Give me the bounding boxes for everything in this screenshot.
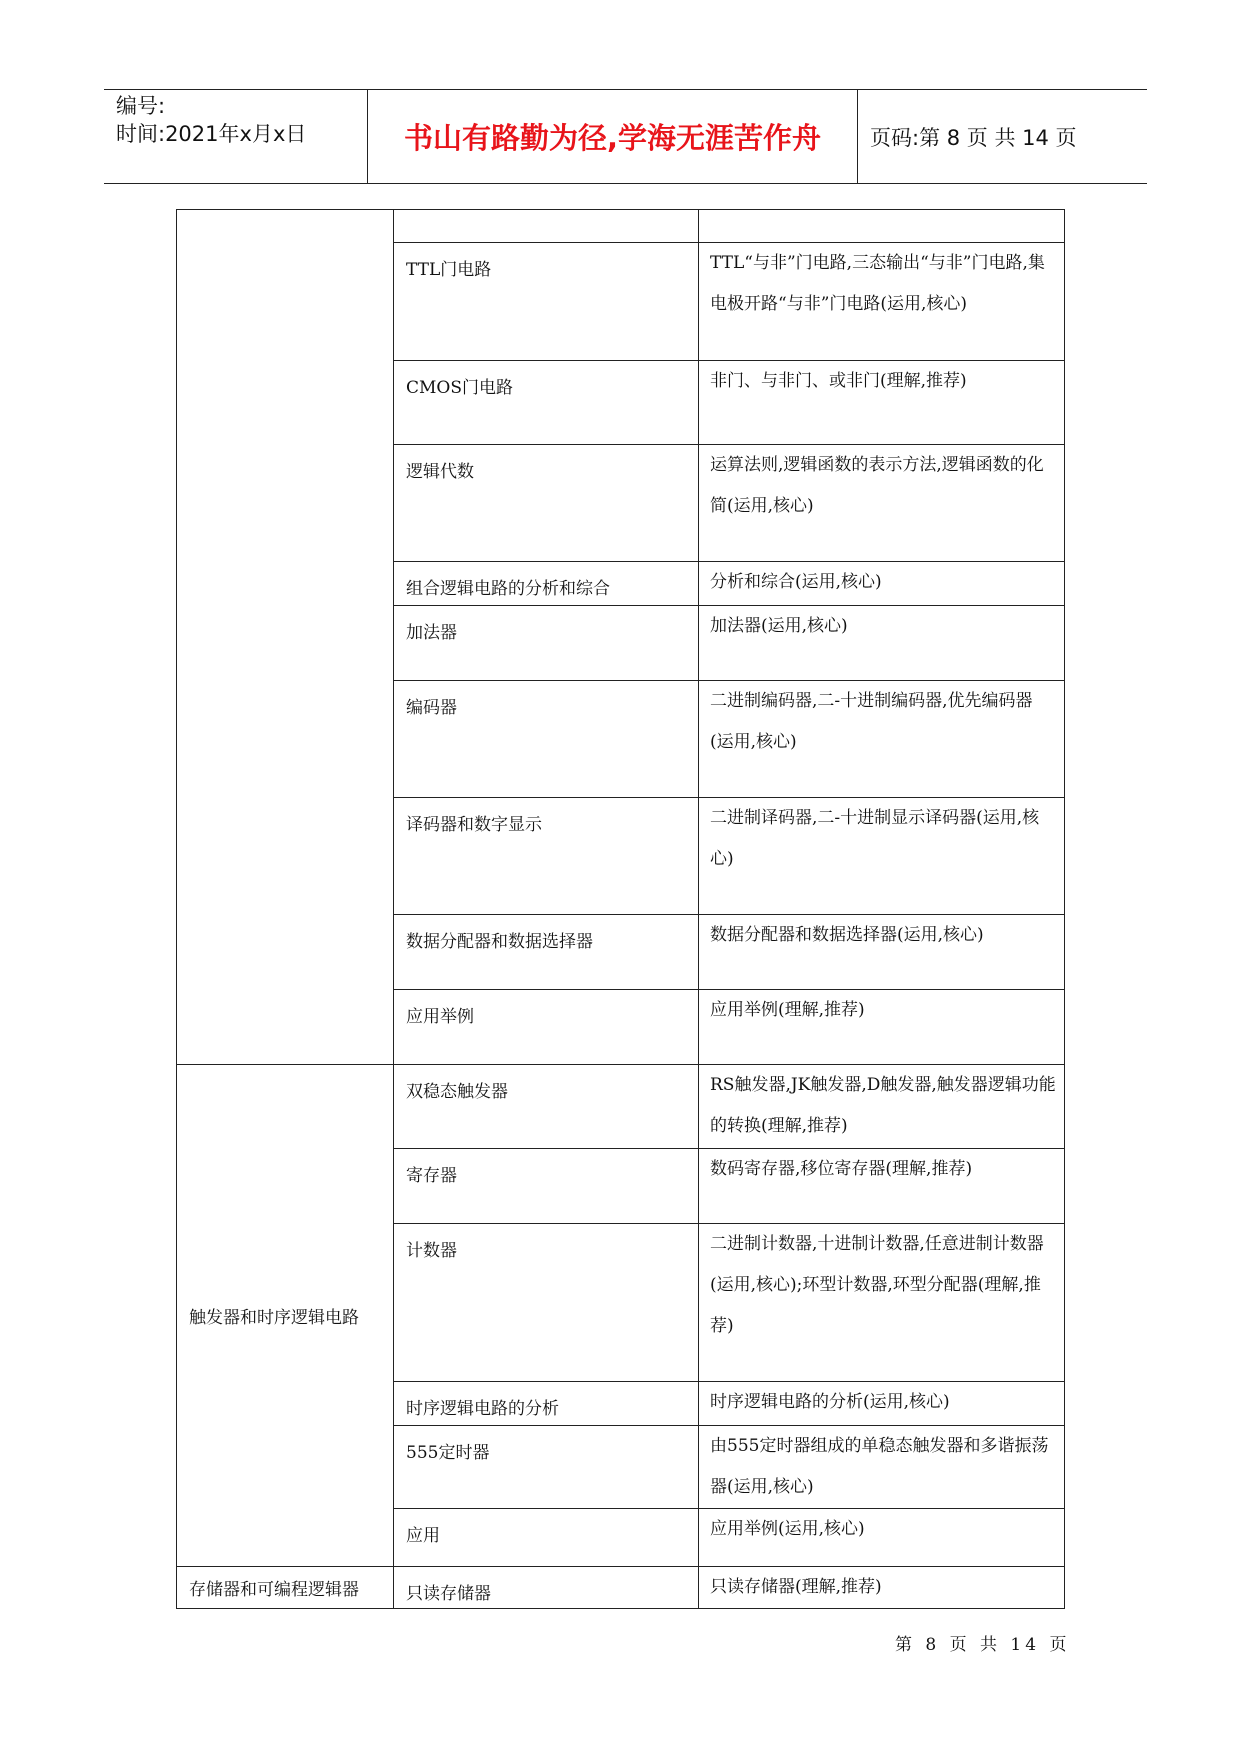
requirement-text: 非门、与非门、或非门(理解,推荐) — [710, 371, 967, 391]
requirement-text: 只读存储器(理解,推荐) — [710, 1577, 882, 1597]
chapter-cell: 触发器和时序逻辑电路 — [177, 1065, 394, 1567]
requirement-text: 时序逻辑电路的分析(运用,核心) — [710, 1392, 950, 1412]
requirement-text: 分析和综合(运用,核心) — [710, 572, 882, 592]
requirement-cell — [699, 681, 1065, 798]
chapter-cell: 存储器和可编程逻辑器 — [177, 1567, 394, 1609]
page-footer: 第 8 页 共 14 页 — [895, 1635, 1071, 1655]
topic-cell — [394, 210, 699, 243]
requirement-text: TTL“与非”门电路,三态输出“与非”门电路,集电极开路“与非”门电路(运用,核心) — [710, 253, 1045, 314]
requirement-cell — [699, 915, 1065, 990]
requirement-cell — [699, 445, 1065, 562]
chapter-cell — [177, 210, 394, 1065]
topic-cell: 逻辑代数 — [394, 445, 699, 562]
topic-cell: 555定时器 — [394, 1426, 699, 1509]
topic-cell: TTL门电路 — [394, 243, 699, 361]
topic-cell: 加法器 — [394, 606, 699, 681]
header-motto: 书山有路勤为径,学海无涯苦作舟 — [368, 90, 858, 183]
requirement-text: 应用举例(运用,核心) — [710, 1519, 865, 1539]
syllabus-table — [176, 209, 1065, 1609]
header-meta — [104, 90, 368, 183]
requirement-cell — [699, 1509, 1065, 1567]
requirement-text: RS触发器,JK触发器,D触发器,触发器逻辑功能的转换(理解,推荐) — [710, 1075, 1056, 1136]
topic-cell: 只读存储器 — [394, 1567, 699, 1609]
requirement-cell — [699, 1382, 1065, 1426]
topic-cell: 数据分配器和数据选择器 — [394, 915, 699, 990]
topic-cell: 应用举例 — [394, 990, 699, 1065]
requirement-cell — [699, 798, 1065, 915]
topic-cell: 时序逻辑电路的分析 — [394, 1382, 699, 1426]
header-page-code: 页码:第 8 页 共 14 页 — [870, 125, 1077, 150]
doc-number-label: 编号: — [116, 94, 166, 118]
syllabus-table-body — [177, 210, 1065, 1609]
topic-cell: CMOS门电路 — [394, 361, 699, 445]
requirement-text: 运算法则,逻辑函数的表示方法,逻辑函数的化简(运用,核心) — [710, 455, 1044, 516]
table-row — [177, 1567, 1065, 1609]
topic-cell: 双稳态触发器 — [394, 1065, 699, 1149]
requirement-text: 二进制译码器,二-十进制显示译码器(运用,核心) — [710, 808, 1040, 869]
topic-cell: 译码器和数字显示 — [394, 798, 699, 915]
requirement-cell — [699, 1426, 1065, 1509]
requirement-text: 由555定时器组成的单稳态触发器和多谐振荡器(运用,核心) — [710, 1436, 1049, 1497]
requirement-cell — [699, 562, 1065, 606]
doc-time-label: 时间:2021年x月x日 — [116, 122, 307, 146]
topic-cell: 编码器 — [394, 681, 699, 798]
requirement-text: 二进制计数器,十进制计数器,任意进制计数器(运用,核心);环型计数器,环型分配器(理解,推荐) — [710, 1234, 1044, 1336]
topic-cell: 寄存器 — [394, 1149, 699, 1224]
topic-cell: 组合逻辑电路的分析和综合 — [394, 562, 699, 606]
requirement-cell — [699, 606, 1065, 681]
requirement-cell — [699, 243, 1065, 361]
topic-cell: 计数器 — [394, 1224, 699, 1382]
table-row — [177, 210, 1065, 243]
requirement-cell — [699, 1567, 1065, 1609]
requirement-cell — [699, 1224, 1065, 1382]
requirement-cell — [699, 1149, 1065, 1224]
requirement-cell — [699, 1065, 1065, 1149]
requirement-text: 应用举例(理解,推荐) — [710, 1000, 865, 1020]
topic-cell: 应用 — [394, 1509, 699, 1567]
requirement-text: 数码寄存器,移位寄存器(理解,推荐) — [710, 1159, 973, 1179]
requirement-text: 加法器(运用,核心) — [710, 616, 848, 636]
requirement-cell — [699, 361, 1065, 445]
requirement-cell — [699, 210, 1065, 243]
page-header — [104, 89, 1147, 184]
requirement-text: 二进制编码器,二-十进制编码器,优先编码器(运用,核心) — [710, 691, 1033, 752]
requirement-cell — [699, 990, 1065, 1065]
table-row — [177, 1065, 1065, 1149]
requirement-text: 数据分配器和数据选择器(运用,核心) — [710, 925, 984, 945]
